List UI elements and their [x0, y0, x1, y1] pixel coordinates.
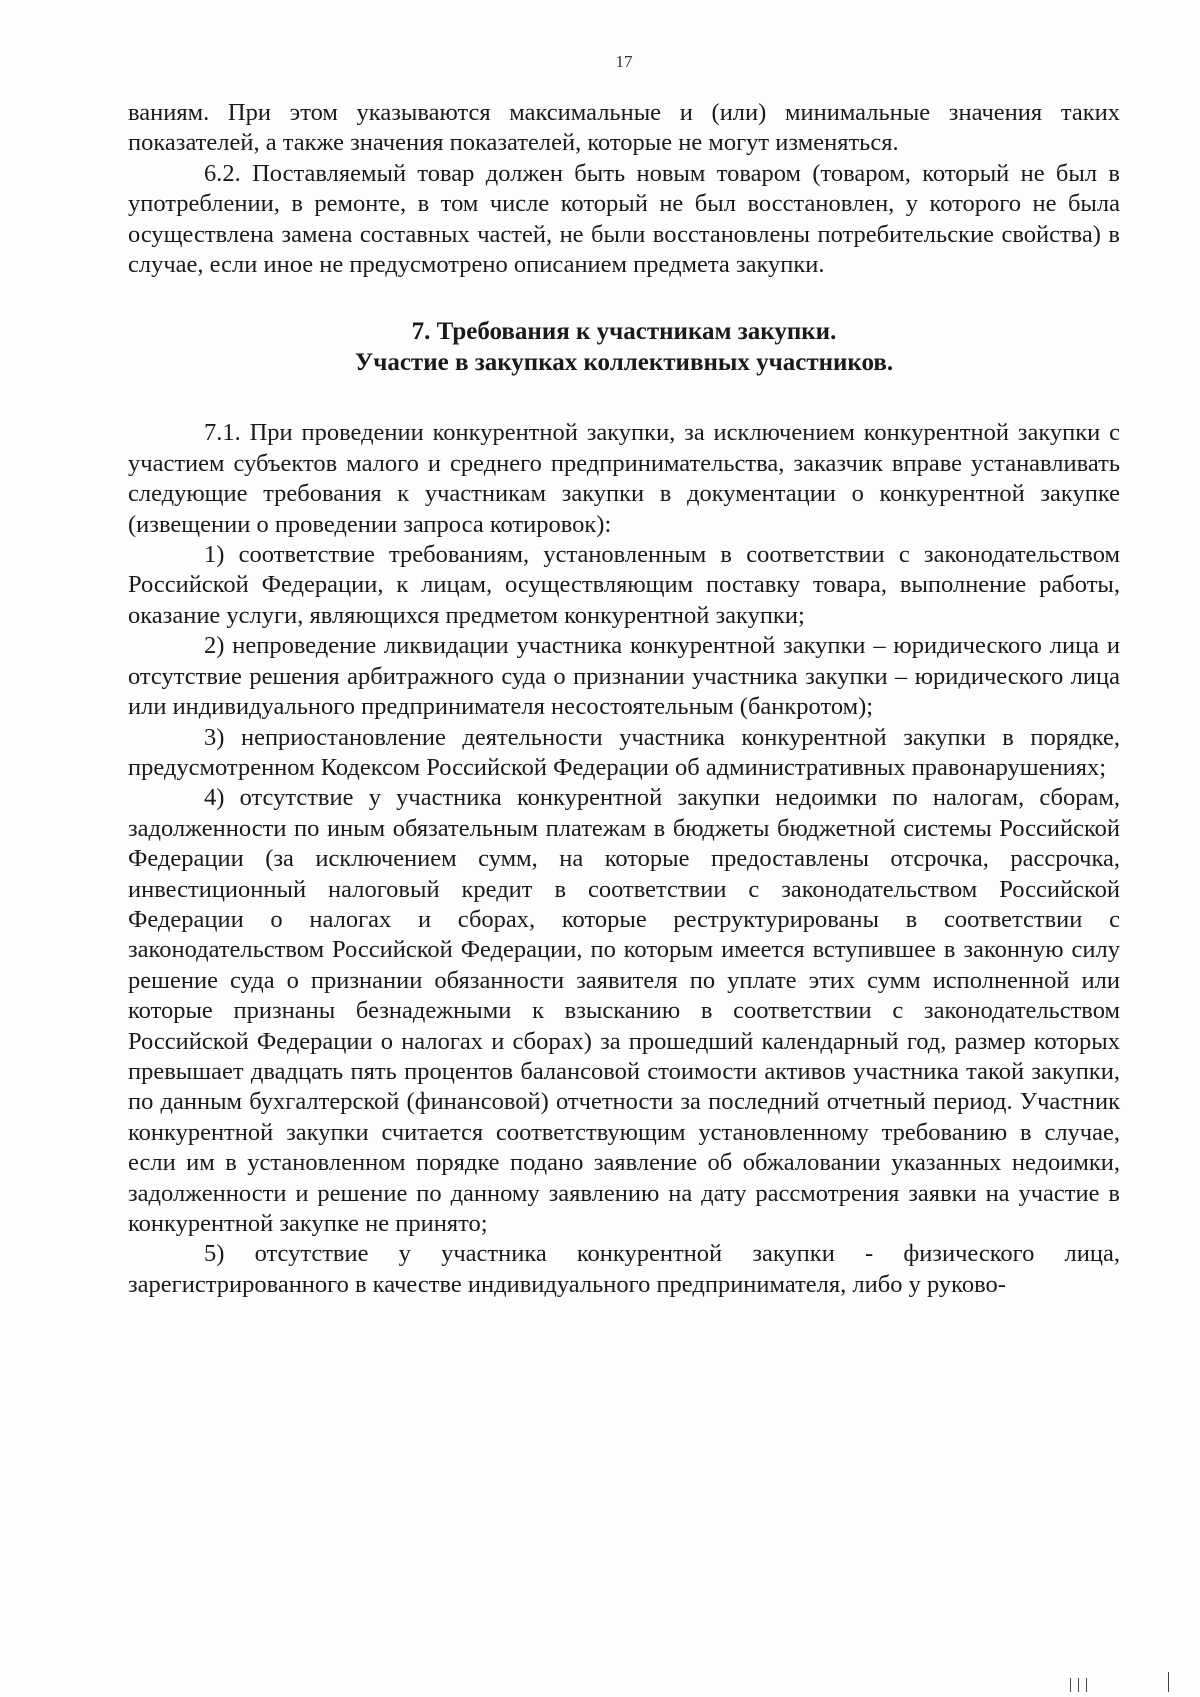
scan-artifact: [1086, 1678, 1087, 1692]
paragraph-6-2: 6.2. Поставляемый товар должен быть новым товаром (товаром, который не был в употреблении, в ремонте, в том числе который не был восстановлен, у которого не была осуществлена замена составных частей, не были восстановлены потребительские свойства) в случае, если иное не предусмотрено описанием предмета закупки.: [128, 159, 1120, 279]
document-body: [128, 98, 1120, 1300]
scan-artifact: [1078, 1678, 1079, 1692]
section-7-title-line-1: 7. Требования к участникам закупки.: [411, 318, 837, 346]
section-7-title-line-2: Участие в закупках коллективных участников.: [354, 349, 894, 377]
clause-item-5: 5) отсутствие у участника конкурентной закупки - физического лица, зарегистрированного в качестве индивидуального предпринимателя, либо у руково-: [128, 1240, 1120, 1298]
page-number: 17: [615, 52, 633, 71]
clause-7-1: 7.1. При проведении конкурентной закупки, за исключением конкурентной закупки с участием субъектов малого и среднего предпринимательства, заказчик вправе устанавливать следующие требования к участникам закупки в документации о конкурентной закупке (извещении о проведении запроса котировок):: [128, 419, 1120, 538]
clause-item-3: 3) неприостановление деятельности участника конкурентной закупки в порядке, предусмотренном Кодексом Российской Федерации об административных правонарушениях;: [128, 723, 1120, 781]
clause-item-4: 4) отсутствие у участника конкурентной закупки недоимки по налогам, сборам, задолженности по иным обязательным платежам в бюджеты бюджетной системы Российской Федерации (за исключением сумм, на которые предоставлены отсрочка, рассрочка, инвестиционный налоговый кредит в соответствии с законодательством Российской Федерации о налогах и сборах, которые реструктурированы в соответствии с законодательством Российской Федерации, по которым имеется вступившее в законную силу решение суда о признании обязанности заявителя по уплате этих сумм исполненной или которые признаны безнадежными к взысканию в соответствии с законодательством Российской Федерации о налогах и сборах) за прошедший календарный год, размер которых превышает двадцать пять процентов балансовой стоимости активов участника такой закупки, по данным бухгалтерской (финансовой) отчетности за последний отчетный период. Участник конкурентной закупки считается соответствующим установленному требованию в случае, если им в установленном порядке подано заявление об обжаловании указанных недоимки, задолженности и решение по данному заявлению на дату рассмотрения заявки на участие в конкурентной закупке не принято;: [128, 784, 1120, 1237]
scan-artifact: [1168, 1672, 1169, 1692]
paragraph-continuation: ваниям. При этом указываются максимальные и (или) минимальные значения таких показателей, а также значения показателей, которые не могут изменяться.: [128, 99, 1120, 157]
scan-artifact: [1070, 1678, 1071, 1692]
clause-item-2: 2) непроведение ликвидации участника конкурентной закупки – юридического лица и отсутствие решения арбитражного суда о признании участника закупки – юридического лица или индивидуального предпринимателя несостоятельным (банкротом);: [128, 632, 1120, 721]
clause-item-1: 1) соответствие требованиям, установленным в соответствии с законодательством Российской Федерации, к лицам, осуществляющим поставку товара, выполнение работы, оказание услуги, являющихся предметом конкурентной закупки;: [128, 541, 1120, 629]
section-7-heading: [128, 316, 1120, 378]
